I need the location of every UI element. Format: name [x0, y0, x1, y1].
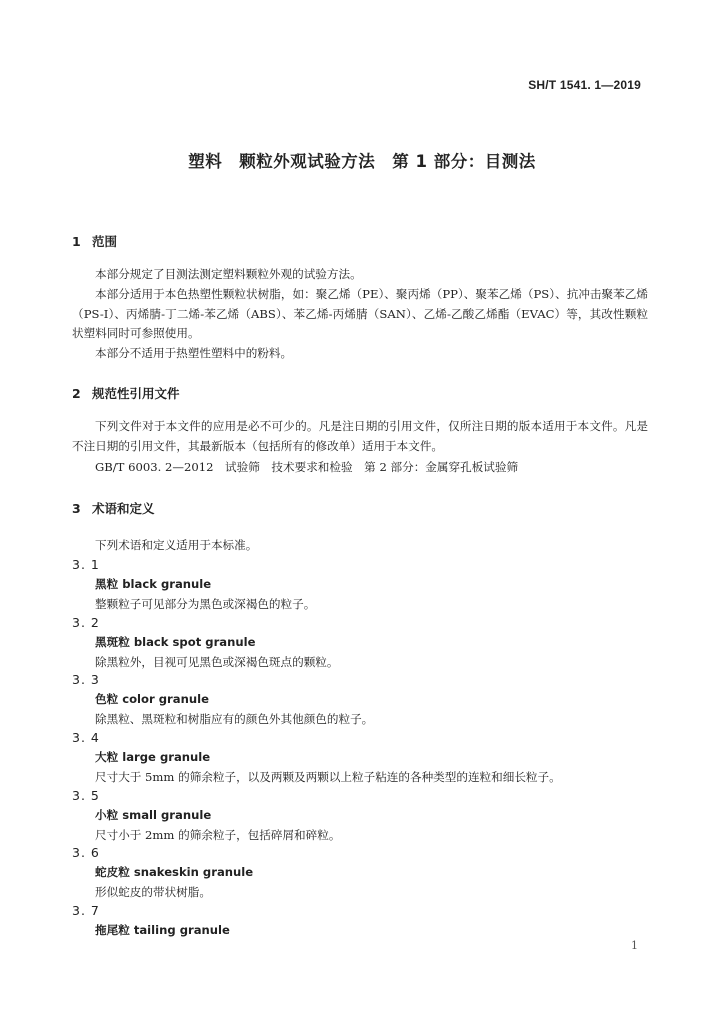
section-title: 术语和定义 — [92, 501, 155, 516]
term-name: 黑粒 black granule — [95, 577, 212, 591]
term-number: 3. 7 — [72, 903, 100, 918]
term-number: 3. 1 — [72, 557, 100, 572]
term-definition: 除黑粒外，目视可见黑色或深褐色斑点的颗粒。 — [95, 655, 339, 669]
term-definition: 形似蛇皮的带状树脂。 — [95, 885, 211, 899]
paragraph: 下列术语和定义适用于本标准。 — [95, 538, 258, 552]
term-name: 大粒 large granule — [95, 750, 211, 764]
term-definition: 除黑粒、黑斑粒和树脂应有的颜色外其他颜色的粒子。 — [95, 712, 374, 726]
term-number: 3. 2 — [72, 615, 100, 630]
standard-number: SH/T 1541. 1—2019 — [528, 78, 641, 92]
section-title: 范围 — [92, 234, 118, 249]
term-number: 3. 3 — [72, 672, 100, 687]
paragraph: 本部分适用于本色热塑性颗粒状树脂，如：聚乙烯（PE）、聚丙烯（PP）、聚苯乙烯（PS）、抗冲击聚苯乙烯（PS-I）、丙烯腈-丁二烯-苯乙烯（ABS）、苯乙烯-丙烯腈（SAN）、乙烯-乙酸乙烯酯（EVAC）等，其改性颗粒状塑料同时可参照使用。 — [72, 287, 648, 340]
term-name: 蛇皮粒 snakeskin granule — [95, 865, 254, 879]
term-number: 3. 5 — [72, 788, 100, 803]
term-number: 3. 4 — [72, 730, 100, 745]
section-heading — [72, 499, 155, 517]
page-number: 1 — [631, 939, 638, 952]
section-heading — [72, 232, 117, 250]
section-heading — [72, 384, 180, 402]
term-name: 拖尾粒 tailing granule — [95, 923, 230, 937]
page-title: 塑料 颗粒外观试验方法 第 1 部分：目测法 — [188, 152, 536, 171]
normative-reference: GB/T 6003. 2—2012 试验筛 技术要求和检验 第 2 部分：金属穿孔板试验筛 — [95, 460, 519, 474]
paragraph: 本部分规定了目测法测定塑料颗粒外观的试验方法。 — [95, 267, 362, 281]
term-name: 黑斑粒 black spot granule — [95, 635, 256, 649]
term-name: 小粒 small granule — [95, 808, 212, 822]
section-number: 3 — [72, 501, 81, 516]
section-number: 2 — [72, 386, 81, 401]
term-definition: 尺寸小于 2mm 的筛余粒子，包括碎屑和碎粒。 — [95, 828, 341, 842]
paragraph: 下列文件对于本文件的应用是必不可少的。凡是注日期的引用文件，仅所注日期的版本适用于本文件。凡是不注日期的引用文件，其最新版本（包括所有的修改单）适用于本文件。 — [72, 419, 648, 453]
term-name: 色粒 color granule — [95, 692, 209, 706]
term-definition: 尺寸大于 5mm 的筛余粒子，以及两颗及两颗以上粒子粘连的各种类型的连粒和细长粒子。 — [95, 770, 561, 784]
term-number: 3. 6 — [72, 845, 100, 860]
section-number: 1 — [72, 234, 81, 249]
paragraph: 本部分不适用于热塑性塑料中的粉料。 — [95, 346, 293, 360]
term-definition: 整颗粒子可见部分为黑色或深褐色的粒子。 — [95, 597, 316, 611]
section-title: 规范性引用文件 — [92, 386, 180, 401]
